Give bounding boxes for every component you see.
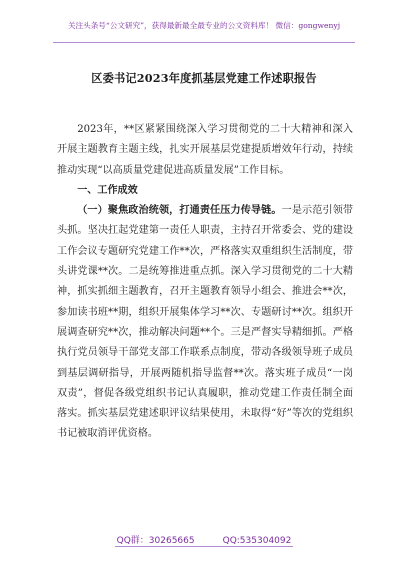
header-divider	[53, 42, 355, 43]
subsection-body: 一是示范引领带头抓。坚决扛起党建第一责任人职责，主持召开常委会、党的建设工作会议专题研究党建工作**次，严格落实双重组织生活制度，带头讲党课**次。二是统筹推进重点抓。深入学习贯彻党的二十大精神，抓实抓细主题教育，召开主题教育领导小组会、推进会**次，参加读书班**期，组织开展集体学习**次、专题研讨**次。组织开展调查研究**次，推动解决问题**个。三是严督实导精细抓。严格执行党员领导干部党支部工作联系点制度，带动各级领导班子成员到基层调研指导，开展两随机指导监督**次。落实班子成员“一岗双责”，督促各级党组织书记认真履职，推动党建工作责任制全面落实。抓实基层党建述职评议结果使用，未取得“好”等次的党组织书记被取消评优资格。	[57, 205, 354, 440]
qq-group-text: QQ群：30265665	[116, 536, 195, 546]
qq-number-text: QQ:535304092	[222, 536, 292, 546]
section-heading: 一、工作成效	[77, 184, 138, 196]
contact-footer	[0, 533, 408, 546]
subsection-heading: （一）聚焦政治统领，打通责任压力传导链。	[77, 205, 282, 217]
footer-underline	[115, 546, 293, 547]
document-title: 区委书记2023年度抓基层党建工作述职报告	[91, 71, 317, 85]
document-body	[57, 120, 353, 445]
subsection-paragraph	[57, 201, 353, 445]
watermark-header: 关注头条号“公文研究”，获得最新最全最专业的公文资料库！ 微信：gongwenyj	[67, 21, 341, 30]
intro-paragraph: 2023年，**区紧紧围绕深入学习贯彻党的二十大精神和深入开展主题教育主题主线，扎实开展基层党建提质增效年行动，持续推动实现“以高质量党建促进高质量发展”工作目标。	[57, 124, 353, 176]
